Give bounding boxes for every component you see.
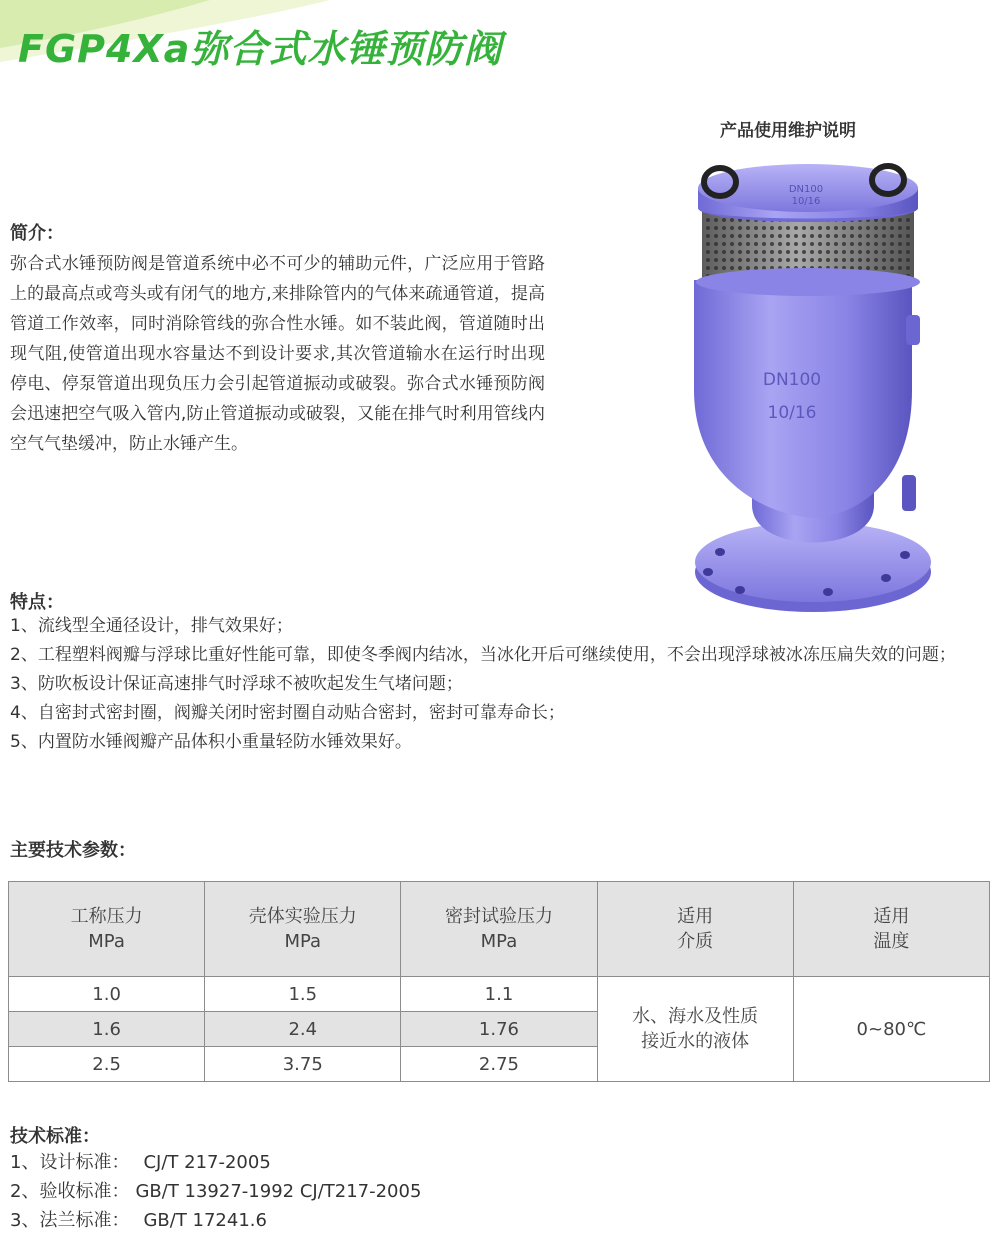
feature-item: 1、流线型全通径设计，排气效果好； [10,616,293,636]
table-cell: 2.75 [401,1047,597,1082]
table-cell: 1.5 [205,977,401,1012]
header-temperature: 适用 温度 [793,882,989,977]
header-medium: 适用 介质 [597,882,793,977]
table-cell: 3.75 [205,1047,401,1082]
features-heading: 特点： [10,592,64,613]
standards-list [10,1148,421,1235]
intro-paragraph: 弥合式水锤预防阀是管道系统中必不可少的辅助元件，广泛应用于管路上的最高点或弯头或有闭气的地方,来排除管内的气体来疏通管道，提高管道工作效率，同时消除管线的弥合性水锤。如不装此阀，管道随时出现气阻,使管道出现水容量达不到设计要求,其次管道输水在运行时出现停电、停泵管道出现负压力会引起管道振动或破裂。弥合式水锤预防阀会迅速把空气吸入管内,防止管道振动或破裂，又能在排气时利用管线内空气气垫缓冲，防止水锤产生。 [10,254,545,454]
illustration-caption: 产品使用维护说明 [720,121,856,141]
standard-code: CJ/T 217-2005 [143,1152,271,1173]
temperature-cell: 0~80℃ [793,977,989,1082]
cap-mark-line1: DN100 [788,184,824,195]
standard-label: 1、设计标准： [10,1152,130,1173]
feature-item: 2、工程塑料阀瓣与浮球比重好性能可靠，即使冬季阀内结冰，当冰化开后可继续使用，不会出现浮球被冰冻压扁失效的问题； [10,645,956,665]
feature-item: 5、内置防水锤阀瓣产品体积小重量轻防水锤效果好。 [10,732,412,752]
standard-code: GB/T 13927-1992 CJ/T217-2005 [135,1181,422,1202]
parameters-table [8,881,990,1082]
valve-illustration [680,160,940,620]
header-shell-test-pressure: 壳体实验压力 MPa [205,882,401,977]
table-header-row [9,882,990,977]
feature-item: 4、自密封式密封圈，阀瓣关闭时密封圈自动贴合密封，密封可靠寿命长； [10,703,565,723]
body-mark-line1: DN100 [762,370,822,390]
page-title: FGP4Xa弥合式水锤预防阀 [18,27,503,71]
header-nominal-pressure: 工称压力 MPa [9,882,205,977]
standard-item [10,1177,421,1206]
cap-mark-line2: 10/16 [791,196,821,207]
standard-item [10,1148,421,1177]
table-cell: 2.5 [9,1047,205,1082]
table-cell: 2.4 [205,1012,401,1047]
medium-cell: 水、海水及性质 接近水的液体 [597,977,793,1082]
table-row [9,977,990,1012]
standard-code: GB/T 17241.6 [143,1210,267,1231]
header-seal-test-pressure: 密封试验压力 MPa [401,882,597,977]
table-cell: 1.6 [9,1012,205,1047]
parameters-heading: 主要技术参数： [10,840,136,861]
table-cell: 1.76 [401,1012,597,1047]
table-cell: 1.1 [401,977,597,1012]
features-list [10,612,985,757]
feature-item: 3、防吹板设计保证高速排气时浮球不被吹起发生气堵问题； [10,674,463,694]
standards-heading: 技术标准： [10,1126,100,1147]
standard-label: 2、验收标准： [10,1181,130,1202]
body-mark-line2: 10/16 [767,403,817,423]
intro-heading: 简介： [10,223,64,244]
standard-label: 3、法兰标准： [10,1210,130,1231]
table-cell: 1.0 [9,977,205,1012]
standard-item [10,1206,421,1235]
